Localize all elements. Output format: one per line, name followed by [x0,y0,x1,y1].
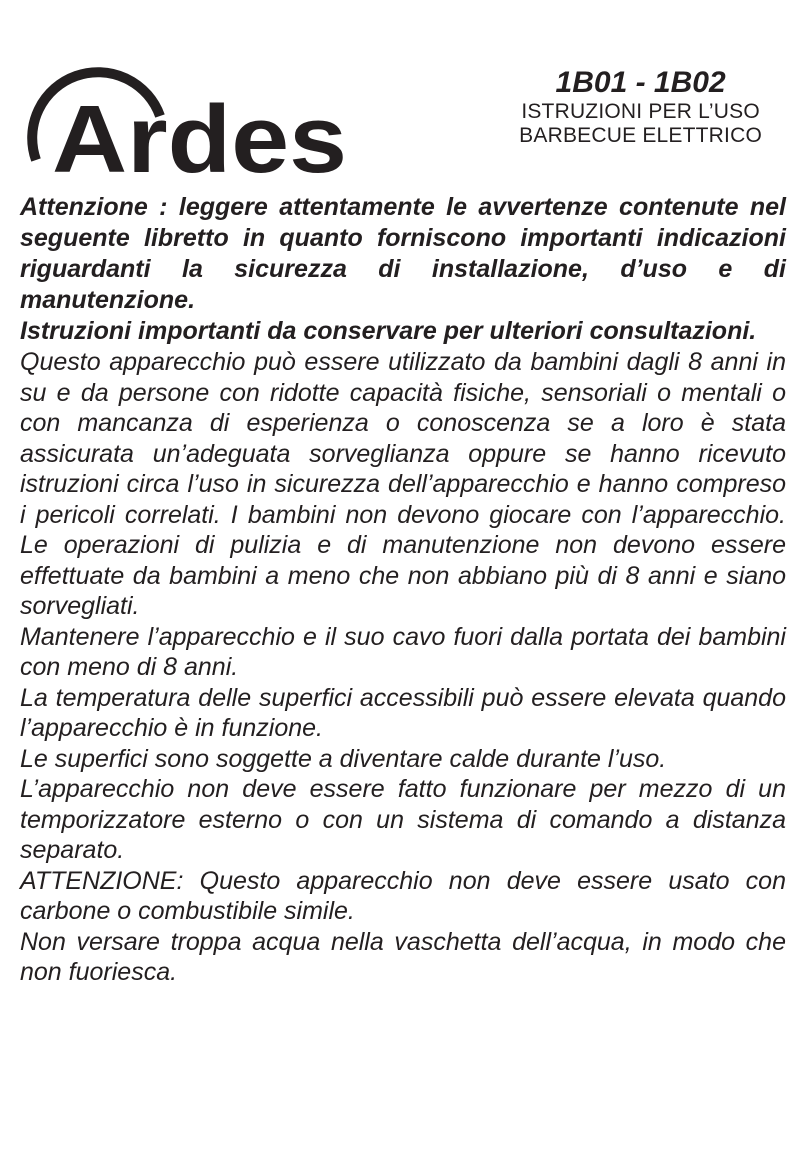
document-header [519,66,762,148]
warning-paragraph: Istruzioni importanti da conservare per ulteriori consultazioni. [20,317,757,345]
brand-name: Ardes [52,86,347,178]
instruction-paragraph: Questo apparecchio può essere utilizzato da bambini dagli 8 anni in su e da persone con ridotte capacità fisiche, sensoriali o mentali o con mancanza di esperienza o conoscenza se a loro è stata assicurata un’adeguata sorveglianza oppure se hanno ricevuto istruzioni circa l’uso in sicurezza dell’apparecchio e hanno compreso i pericoli correlati. I bambini non devono giocare con l’apparecchio. Le operazioni di pulizia e di manutenzione non devono essere effettuate da bambini a meno che non abbiano più di 8 anni e siano sorvegliati. [20,348,786,620]
instruction-paragraph: Non versare troppa acqua nella vaschetta dell’acqua, in modo che non fuoriesca. [20,927,786,986]
ardes-logo-icon [22,48,352,178]
header-line-2: BARBECUE ELETTRICO [519,124,762,147]
model-number: 1B01 - 1B02 [555,66,726,99]
instruction-paragraph: L’apparecchio non deve essere fatto funzionare per mezzo di un temporizzatore esterno o con un sistema di comando a distanza separato. [20,775,786,864]
brand-logo [22,48,352,178]
header-line-1: ISTRUZIONI PER L’USO [521,100,760,123]
instruction-paragraph: La temperatura delle superfici accessibili può essere elevata quando l’apparecchio è in funzione. [20,683,786,742]
instruction-paragraph: ATTENZIONE: Questo apparecchio non deve essere usato con carbone o combustibile simile. [20,866,786,925]
warning-paragraph: Attenzione : leggere attentamente le avvertenze contenute nel seguente libretto in quanto forniscono importanti indicazioni riguardanti la sicurezza di installazione, d’uso e di manutenzione. [20,193,786,314]
instruction-paragraph: Le superfici sono soggette a diventare calde durante l’uso. [20,744,667,773]
instruction-paragraph: Mantenere l’apparecchio e il suo cavo fuori dalla portata dei bambini con meno di 8 anni. [20,622,786,681]
instructions-body [20,192,786,988]
